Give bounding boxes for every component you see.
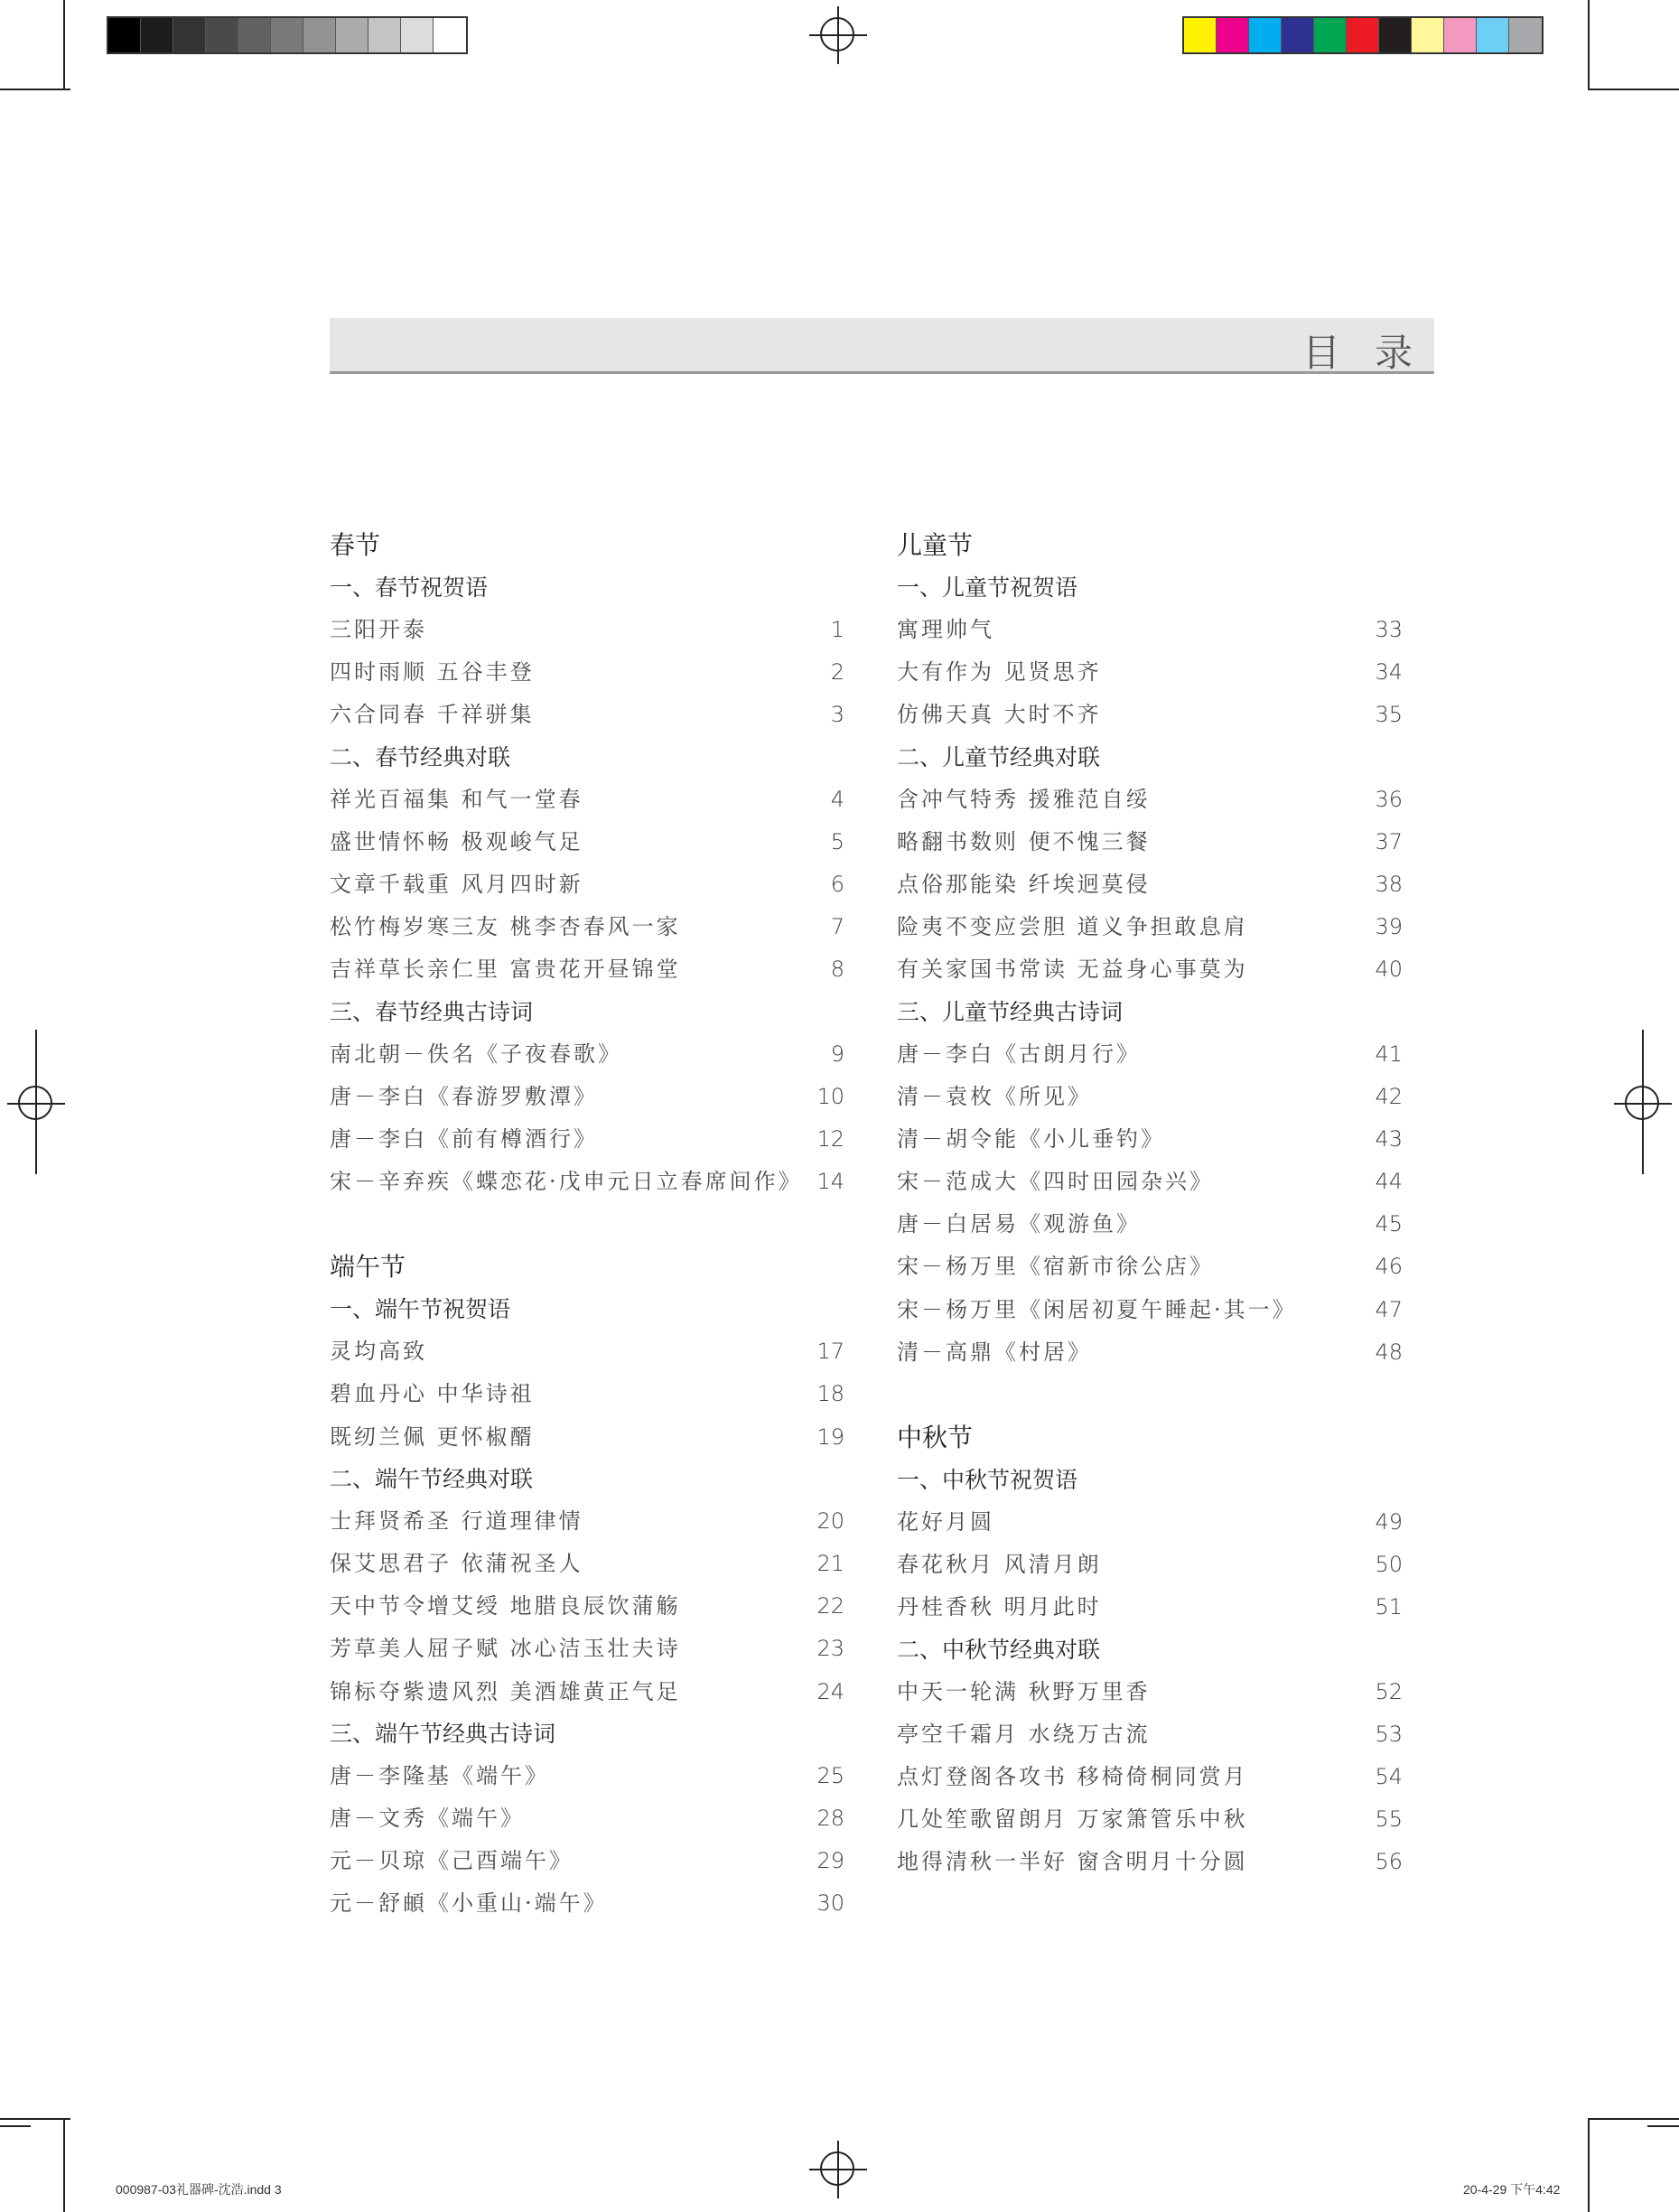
- color-swatch: [368, 18, 401, 52]
- toc-entry[interactable]: [330, 779, 844, 821]
- toc-page-number: 37: [1375, 828, 1403, 854]
- color-swatch: [401, 18, 434, 52]
- crop-mark: [1588, 0, 1590, 90]
- toc-entry-title: 含冲气特秀 援雅范自绥: [897, 786, 1151, 812]
- toc-entry[interactable]: [330, 821, 844, 863]
- color-swatch: [434, 18, 466, 52]
- subsection-title: 一、端午节祝贺语: [330, 1296, 511, 1323]
- toc-entry[interactable]: [330, 1033, 844, 1076]
- slug-timestamp: 20-4-29 下午4:42: [1463, 2182, 1561, 2197]
- toc-entry[interactable]: [897, 1671, 1403, 1713]
- toc-entry[interactable]: [897, 906, 1403, 948]
- toc-entry[interactable]: [330, 1500, 844, 1543]
- subsection-title: 一、儿童节祝贺语: [897, 574, 1078, 601]
- subsection-title: 二、儿童节经典对联: [897, 743, 1101, 770]
- toc-entry[interactable]: [897, 1289, 1403, 1331]
- color-swatch: [1412, 18, 1444, 52]
- toc-page-number: 33: [1375, 617, 1403, 642]
- toc-entry[interactable]: [897, 863, 1403, 906]
- toc-entry-title: 唐－李白《春游罗敷潭》: [330, 1083, 598, 1109]
- toc-page-number: 38: [1375, 871, 1403, 897]
- toc-entry[interactable]: [330, 1840, 844, 1882]
- toc-entry[interactable]: [897, 821, 1403, 863]
- section-title: 端午节: [330, 1252, 406, 1283]
- toc-page-number: 36: [1375, 786, 1403, 812]
- toc-entry[interactable]: [897, 779, 1403, 821]
- toc-page-number: 17: [816, 1339, 844, 1365]
- toc-page-number: 12: [816, 1125, 844, 1152]
- toc-entry-title: 宋－杨万里《闲居初夏午睡起·其一》: [897, 1296, 1297, 1322]
- toc-entry[interactable]: [897, 609, 1403, 651]
- toc-entry-title: 清－袁枚《所见》: [897, 1083, 1092, 1109]
- toc-entry-title: 既纫兰佩 更怀椒醑: [330, 1423, 535, 1450]
- subsection-title: 二、端午节经典对联: [330, 1465, 534, 1492]
- toc-entry-title: 唐－李白《古朗月行》: [897, 1041, 1141, 1067]
- color-swatch: [173, 18, 206, 52]
- toc-entry-title: 盛世情怀畅 极观峻气足: [330, 828, 583, 854]
- crop-mark: [1590, 2118, 1679, 2120]
- toc-page-number: 55: [1375, 1806, 1403, 1833]
- toc-entry-title: 寓理帅气: [897, 617, 994, 642]
- toc-entry[interactable]: [330, 1076, 844, 1118]
- toc-page-number: 46: [1375, 1254, 1403, 1280]
- toc-page-number: 39: [1375, 914, 1403, 940]
- subsection-title: 一、春节祝贺语: [330, 574, 489, 601]
- toc-page-number: 20: [816, 1507, 844, 1534]
- toc-entry-title: 点俗那能染 纤埃迥莫侵: [897, 871, 1151, 897]
- toc-entry[interactable]: [330, 1755, 844, 1797]
- toc-entry-title: 宋－杨万里《宿新市徐公店》: [897, 1254, 1214, 1280]
- toc-entry-title: 三阳开泰: [330, 617, 427, 642]
- toc-entry-title: 宋－辛弃疾《蝶恋花·戊申元日立春席间作》: [330, 1169, 803, 1195]
- toc-page-number: 40: [1375, 957, 1403, 983]
- toc-left-column: [330, 524, 844, 1968]
- toc-entry[interactable]: [897, 1033, 1403, 1076]
- toc-entry-title: 春花秋月 风清月朗: [897, 1552, 1102, 1578]
- toc-entry[interactable]: [897, 1161, 1403, 1203]
- toc-entry[interactable]: [330, 1543, 844, 1585]
- toc-entry-title: 灵均高致: [330, 1339, 427, 1365]
- toc-page-number: 34: [1375, 659, 1403, 686]
- color-swatch: [1249, 18, 1282, 52]
- toc-page-number: 41: [1375, 1041, 1403, 1067]
- subsection-title: 一、中秋节祝贺语: [897, 1467, 1078, 1493]
- toc-page-number: 2: [830, 659, 844, 686]
- toc-entry-title: 松竹梅岁寒三友 桃李杏春风一家: [330, 914, 681, 940]
- toc-entry-title: 点灯登阁各攻书 移椅倚桐同赏月: [897, 1763, 1248, 1789]
- toc-entry-title: 南北朝－佚名《子夜春歌》: [330, 1041, 622, 1067]
- color-swatch: [238, 18, 271, 52]
- crop-mark: [0, 89, 70, 90]
- toc-page-number: 28: [816, 1805, 844, 1831]
- color-swatch: [206, 18, 238, 52]
- toc-page-number: 21: [816, 1551, 844, 1576]
- toc-entry[interactable]: [330, 1330, 844, 1373]
- subsection-title: 三、端午节经典古诗词: [330, 1720, 556, 1747]
- toc-entry[interactable]: [330, 1118, 844, 1161]
- toc-entry[interactable]: [897, 1501, 1403, 1544]
- crop-mark: [0, 2118, 70, 2120]
- toc-entry-title: 丹桂香秋 明月此时: [897, 1594, 1102, 1620]
- toc-page-number: 42: [1375, 1083, 1403, 1109]
- toc-page-number: 1: [830, 617, 844, 642]
- toc-page-number: 8: [830, 957, 844, 983]
- crop-mark: [63, 2118, 65, 2212]
- toc-page-number: 9: [830, 1041, 844, 1067]
- toc-page-number: 22: [816, 1593, 844, 1619]
- color-swatch: [141, 18, 173, 52]
- toc-entry[interactable]: [330, 1373, 844, 1415]
- section-title: 春节: [330, 530, 381, 560]
- color-swatch: [1347, 18, 1379, 52]
- color-swatch: [1509, 18, 1542, 52]
- toc-entry-title: 祥光百福集 和气一堂春: [330, 786, 583, 812]
- toc-entry[interactable]: [330, 906, 844, 948]
- grayscale-color-bar: [107, 16, 468, 54]
- toc-entry-title: 芳草美人屈子赋 冰心洁玉壮夫诗: [330, 1636, 681, 1662]
- toc-entry-title: 仿佛天真 大时不齐: [897, 702, 1102, 728]
- toc-entry-title: 亭空千霜月 水绕万古流: [897, 1721, 1151, 1747]
- toc-entry-title: 险夷不变应尝胆 道义争担敢息肩: [897, 914, 1248, 940]
- toc-page-number: 24: [816, 1678, 844, 1704]
- toc-page-number: 25: [816, 1762, 844, 1788]
- toc-entry-title: 天中节令增艾绶 地腊良辰饮蒲觞: [330, 1593, 681, 1619]
- toc-page-number: 51: [1375, 1594, 1403, 1620]
- toc-entry-title: 有关家国书常读 无益身心事莫为: [897, 957, 1248, 983]
- toc-entry[interactable]: [897, 1756, 1403, 1798]
- crop-mark: [35, 1030, 37, 1174]
- toc-page-number: 52: [1375, 1678, 1403, 1704]
- toc-entry[interactable]: [330, 1628, 844, 1670]
- toc-entry-title: 几处笙歌留朗月 万家箫管乐中秋: [897, 1806, 1248, 1833]
- color-swatch: [1282, 18, 1314, 52]
- toc-entry-title: 元－贝琼《己酉端午》: [330, 1848, 574, 1874]
- toc-right-column: [897, 524, 1403, 1927]
- toc-entry-title: 中天一轮满 秋野万里香: [897, 1678, 1151, 1704]
- toc-section: [897, 1416, 1403, 1884]
- toc-page-number: 23: [816, 1636, 844, 1662]
- registration-mark-bottom: [809, 2141, 867, 2198]
- toc-page-number: 3: [830, 702, 844, 728]
- toc-page-number: 43: [1375, 1125, 1403, 1152]
- toc-entry[interactable]: [330, 609, 844, 651]
- color-swatch: [1217, 18, 1249, 52]
- toc-entry-title: 元－舒頔《小重山·端午》: [330, 1890, 608, 1917]
- toc-page-number: 35: [1375, 702, 1403, 728]
- toc-entry-title: 保艾思君子 依蒲祝圣人: [330, 1551, 583, 1576]
- crop-mark: [1647, 2125, 1679, 2127]
- toc-page-number: 4: [830, 786, 844, 812]
- toc-page-number: 50: [1375, 1552, 1403, 1578]
- toc-page-number: 49: [1375, 1509, 1403, 1535]
- toc-entry-title: 清－高鼎《村居》: [897, 1339, 1092, 1365]
- crop-mark: [0, 2125, 31, 2127]
- toc-entry-title: 唐－白居易《观游鱼》: [897, 1211, 1141, 1237]
- toc-page-number: 6: [830, 871, 844, 897]
- toc-section: [330, 1246, 844, 1925]
- toc-entry-title: 士拜贤希圣 行道理律情: [330, 1507, 583, 1534]
- color-swatch: [336, 18, 368, 52]
- color-swatch: [271, 18, 303, 52]
- toc-page-number: 54: [1375, 1763, 1403, 1789]
- toc-entry[interactable]: [330, 1416, 844, 1459]
- subsection-title: 三、春节经典古诗词: [330, 998, 534, 1025]
- toc-page-number: 45: [1375, 1211, 1403, 1237]
- toc-entry[interactable]: [330, 1797, 844, 1840]
- toc-page-number: 19: [816, 1423, 844, 1450]
- section-title: 儿童节: [897, 530, 974, 560]
- toc-entry[interactable]: [330, 948, 844, 991]
- toc-entry[interactable]: [897, 1076, 1403, 1118]
- registration-mark-top: [809, 6, 867, 64]
- toc-entry[interactable]: [897, 651, 1403, 694]
- toc-page-number: 48: [1375, 1339, 1403, 1365]
- section-title: 中秋节: [897, 1423, 974, 1452]
- toc-entry[interactable]: [330, 1882, 844, 1925]
- toc-entry[interactable]: [897, 1544, 1403, 1586]
- toc-entry-title: 宋－范成大《四时田园杂兴》: [897, 1169, 1214, 1195]
- toc-entry-title: 略翻书数则 便不愧三餐: [897, 828, 1151, 854]
- crop-mark: [1588, 2118, 1590, 2212]
- toc-entry-title: 吉祥草长亲仁里 富贵花开昼锦堂: [330, 957, 681, 983]
- toc-entry[interactable]: [897, 1118, 1403, 1161]
- toc-entry-title: 文章千载重 风月四时新: [330, 871, 583, 897]
- toc-entry-title: 花好月圆: [897, 1509, 994, 1535]
- color-swatch: [1379, 18, 1412, 52]
- color-swatch: [1477, 18, 1509, 52]
- toc-page-number: 14: [816, 1169, 844, 1195]
- toc-page-number: 7: [830, 914, 844, 940]
- toc-entry[interactable]: [897, 1586, 1403, 1629]
- toc-entry-title: 四时雨顺 五谷丰登: [330, 659, 535, 686]
- toc-section: [897, 524, 1403, 1374]
- page-title: 目录: [1301, 331, 1447, 375]
- toc-entry[interactable]: [330, 1161, 844, 1203]
- toc-entry[interactable]: [330, 651, 844, 694]
- color-swatch: [108, 18, 141, 52]
- process-color-bar: [1182, 16, 1544, 54]
- color-swatch: [1184, 18, 1217, 52]
- toc-section: [330, 524, 844, 1203]
- toc-entry[interactable]: [897, 694, 1403, 736]
- slug-file-info: 000987-03礼器碑-沈浩.indd 3: [116, 2182, 282, 2197]
- toc-entry[interactable]: [897, 1331, 1403, 1374]
- toc-entry[interactable]: [330, 1671, 844, 1713]
- toc-entry[interactable]: [897, 1713, 1403, 1756]
- toc-entry-title: 清－胡令能《小儿垂钓》: [897, 1125, 1165, 1152]
- toc-entry[interactable]: [897, 1246, 1403, 1288]
- toc-page-number: 47: [1375, 1296, 1403, 1322]
- toc-page-number: 29: [816, 1848, 844, 1874]
- crop-mark: [63, 0, 65, 90]
- toc-entry-title: 六合同春 千祥骈集: [330, 702, 535, 728]
- subsection-title: 二、春节经典对联: [330, 743, 511, 770]
- subsection-title: 三、儿童节经典古诗词: [897, 998, 1124, 1025]
- toc-entry[interactable]: [330, 694, 844, 736]
- toc-entry[interactable]: [330, 1585, 844, 1628]
- toc-page-number: 53: [1375, 1721, 1403, 1747]
- toc-entry-title: 唐－李隆基《端午》: [330, 1762, 549, 1788]
- toc-entry-title: 唐－李白《前有樽酒行》: [330, 1125, 598, 1152]
- crop-mark: [1590, 89, 1679, 90]
- toc-entry[interactable]: [897, 1203, 1403, 1246]
- toc-entry[interactable]: [897, 1798, 1403, 1841]
- toc-entry-title: 碧血丹心 中华诗祖: [330, 1381, 535, 1407]
- color-swatch: [1444, 18, 1477, 52]
- toc-page-number: 10: [816, 1083, 844, 1109]
- toc-entry[interactable]: [330, 863, 844, 906]
- toc-entry-title: 锦标夺紫遗风烈 美酒雄黄正气足: [330, 1678, 681, 1704]
- toc-entry-title: 地得清秋一半好 窗含明月十分圆: [897, 1849, 1248, 1875]
- toc-page-number: 5: [830, 828, 844, 854]
- toc-page-number: 30: [816, 1890, 844, 1917]
- toc-entry[interactable]: [897, 1841, 1403, 1883]
- color-swatch: [1314, 18, 1347, 52]
- crop-mark: [1642, 1030, 1644, 1174]
- toc-page-number: 56: [1375, 1849, 1403, 1875]
- toc-page-number: 18: [816, 1381, 844, 1407]
- toc-entry-title: 大有作为 见贤思齐: [897, 659, 1102, 686]
- title-bar: [330, 318, 1447, 375]
- toc-entry[interactable]: [897, 948, 1403, 991]
- color-swatch: [303, 18, 336, 52]
- subsection-title: 二、中秋节经典对联: [897, 1636, 1101, 1663]
- toc-entry-title: 唐－文秀《端午》: [330, 1805, 525, 1831]
- toc-page-number: 44: [1375, 1169, 1403, 1195]
